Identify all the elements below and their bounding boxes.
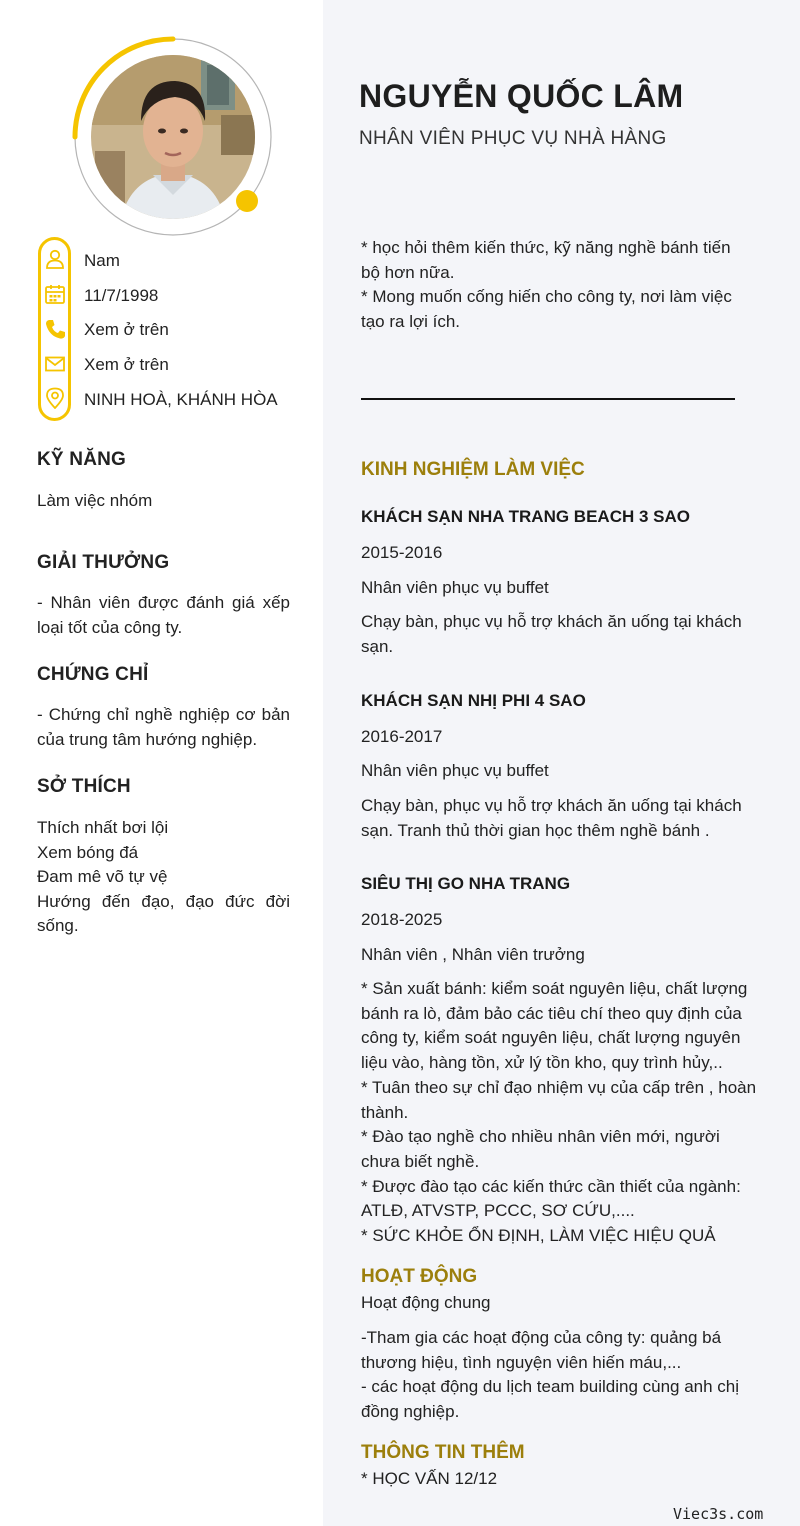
career-objective: * học hỏi thêm kiến thức, kỹ năng nghề bánh tiến bộ hơn nữa. * Mong muốn cống hiến cho công ty, nơi làm việc tạo ra lợi ích. (361, 238, 732, 332)
job-title: NHÂN VIÊN PHỤC VỤ NHÀ HÀNG (359, 128, 667, 149)
hobby-item: Xem bóng đá (37, 842, 139, 862)
awards-text: - Nhân viên được đánh giá xếp loại tốt của công ty. (37, 593, 290, 637)
extra-info-text: * HỌC VẤN 12/12 (361, 1469, 498, 1488)
hobby-item: Hướng đến đạo, đạo đức đời sống. (37, 891, 290, 935)
job-position: Nhân viên , Nhân viên trưởng (361, 945, 585, 964)
user-icon (44, 248, 66, 270)
full-name: NGUYỄN QUỐC LÂM (359, 78, 684, 114)
certificates-heading: CHỨNG CHỈ (37, 664, 149, 685)
skills-text: Làm việc nhóm (37, 491, 153, 510)
phone-icon (44, 318, 66, 340)
job-period: 2015-2016 (361, 543, 443, 562)
certificates-text: - Chứng chỉ nghề nghiệp cơ bản của trung tâm hướng nghiệp. (37, 705, 290, 749)
job-description: Chạy bàn, phục vụ hỗ trợ khách ăn uống tại khách sạn. (361, 612, 742, 656)
awards-heading: GIẢI THƯỞNG (37, 552, 170, 573)
job-description: Chạy bàn, phục vụ hỗ trợ khách ăn uống tại khách sạn. Tranh thủ thời gian học thêm nghề bánh . (361, 796, 742, 840)
left-column (0, 0, 323, 1526)
divider (361, 398, 735, 400)
job-description: * Sản xuất bánh: kiểm soát nguyên liệu, chất lượng bánh ra lò, đảm bảo các tiêu chí theo quy định của công ty, kiểm soát nguyên liệu, chất lượng nguyên liệu vào, hàng tồn, xử lý tồn kho, quy trình hủy,.. * Tuân theo sự chỉ đạo nhiệm vụ của cấp trên , hoàn thành. * Đào tạo nghề cho nhiều nhân viên mới, người chưa biết nghề. * Được đào tạo các kiến thức cần thiết của ngành: ATLĐ, ATVSTP, PCCC, SƠ CỨU,.... * SỨC KHỎE ỔN ĐỊNH, LÀM VIỆC HIỆU QUẢ (361, 979, 757, 1246)
contact-gender: Nam (84, 251, 120, 270)
job-position: Nhân viên phục vụ buffet (361, 761, 549, 780)
job-company: SIÊU THỊ GO NHA TRANG (361, 874, 571, 893)
contact-address: NINH HOÀ, KHÁNH HÒA (84, 390, 278, 409)
contact-email: Xem ở trên (84, 355, 169, 374)
activities-heading: HOẠT ĐỘNG (361, 1266, 478, 1287)
contact-phone: Xem ở trên (84, 320, 169, 339)
mail-icon (44, 353, 66, 375)
job-period: 2018-2025 (361, 910, 443, 929)
job-period: 2016-2017 (361, 727, 443, 746)
activities-subtitle: Hoạt động chung (361, 1293, 491, 1312)
avatar (91, 55, 255, 219)
job-company: KHÁCH SẠN NHỊ PHI 4 SAO (361, 691, 586, 710)
activities-description: -Tham gia các hoạt động của công ty: quảng bá thương hiệu, tình nguyện viên hiến máu,... - các hoạt động du lịch team building cùng anh chị đồng nghiệp. (361, 1328, 740, 1422)
experience-heading: KINH NGHIỆM LÀM VIỆC (361, 459, 585, 480)
extra-info-heading: THÔNG TIN THÊM (361, 1442, 525, 1463)
avatar-frame (70, 34, 276, 240)
hobbies-heading: SỞ THÍCH (37, 776, 131, 797)
hobbies-list (37, 816, 290, 939)
footer-brand: Viec3s.com (673, 1505, 764, 1523)
location-icon (44, 387, 66, 409)
contact-birthday: 11/7/1998 (84, 286, 159, 305)
hobby-item: Thích nhất bơi lội (37, 818, 169, 837)
skills-heading: KỸ NĂNG (37, 449, 127, 470)
calendar-icon (44, 283, 66, 305)
job-company: KHÁCH SẠN NHA TRANG BEACH 3 SAO (361, 507, 690, 526)
hobby-item: Đam mê võ tự vệ (37, 867, 168, 886)
job-position: Nhân viên phục vụ buffet (361, 578, 549, 597)
